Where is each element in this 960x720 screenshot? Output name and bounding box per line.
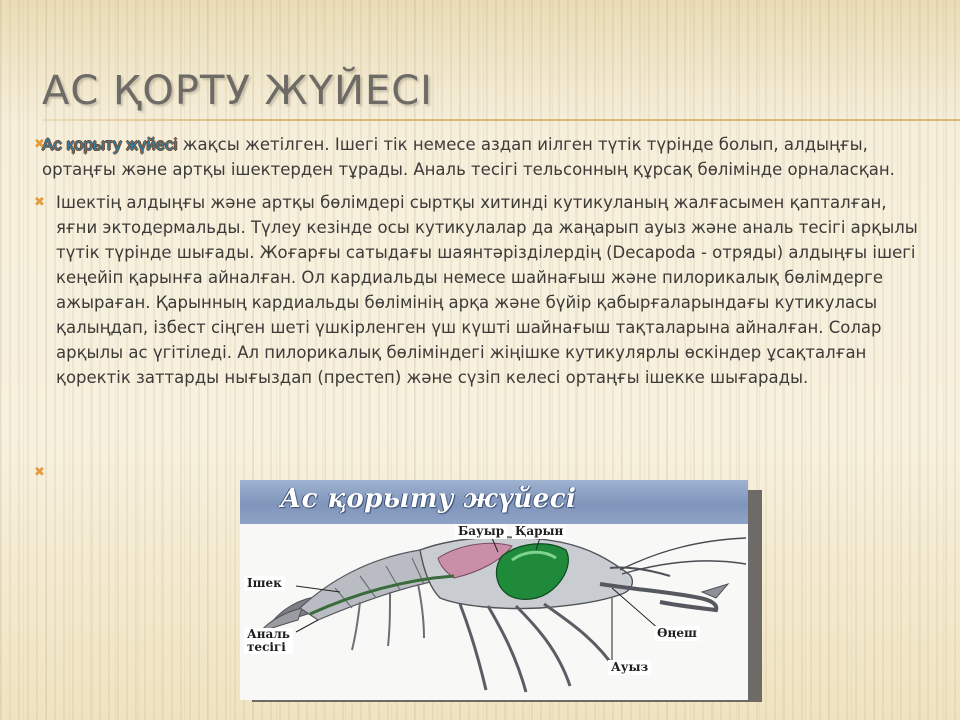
x-bullet-icon: ✖ <box>34 195 45 210</box>
label-liver: Бауыр <box>455 524 507 539</box>
paragraph-1-lead: Ас қорыту жүйесі <box>42 135 178 154</box>
paragraph-2 <box>34 190 924 390</box>
crayfish-figure <box>240 480 748 700</box>
title-underline <box>42 119 960 121</box>
slide-title: АС ҚОРТУ ЖҮЙЕСІ <box>42 68 433 114</box>
label-anal-line2: тесігі <box>247 640 286 654</box>
paragraph-1-text: жақсы жетілген. Ішегі тік немесе аздап иілген түтік түрінде болып, алдыңғы, ортаңғы және артқы ішектерден тұрады. Аналь тесігі тельсонның құрсақ бөлімінде орналасқан. <box>42 135 895 179</box>
label-esophagus: Өңеш <box>654 626 700 641</box>
paragraph-2-text: Ішектің алдыңғы және артқы бөлімдері сыртқы хитинді кутикуланың жалғасымен қапталған, яғни эктодермальды. Түлеу кезінде осы кутикулалар да жаңарып ауыз және аналь тесігі арқылы түтік түрінде шығады. Жоғарғы сатыдағы шаянтәрізділердің (Decapoda - отряды) алдыңғы ішегі кеңейіп қарынға айналған. Ол кардиальды немесе шайнағыш және пилорикалық бөлімдерге ажыраған. Қарынның кардиальды бөлімінің арқа және бүйір қабырғаларындағы кутикуласы қалыңдап, ізбест сіңген шеті үшкірленген үш күшті шайнағыш тақталарына айналған. Солар арқылы ас үгітіледі. Ал пилорикалық бөліміндегі жіңішке кутикулярлы өскіндер ұсақталған қоректік заттарды нығыздап (престеп) және сүзіп келесі ортаңғы ішекке шығарады. <box>56 193 918 387</box>
figure-title: Ас қорыту жүйесі <box>280 484 577 514</box>
x-bullet-icon: ✖ <box>34 137 45 152</box>
label-anal-opening <box>244 628 293 654</box>
paragraph-1 <box>34 132 924 182</box>
label-anal-line1: Аналь <box>247 627 290 641</box>
x-bullet-icon: ✖ <box>34 465 45 480</box>
body-text <box>34 132 924 398</box>
label-intestine: Ішек <box>244 576 285 591</box>
label-stomach: Қарын <box>512 524 566 539</box>
label-mouth: Ауыз <box>608 660 651 675</box>
